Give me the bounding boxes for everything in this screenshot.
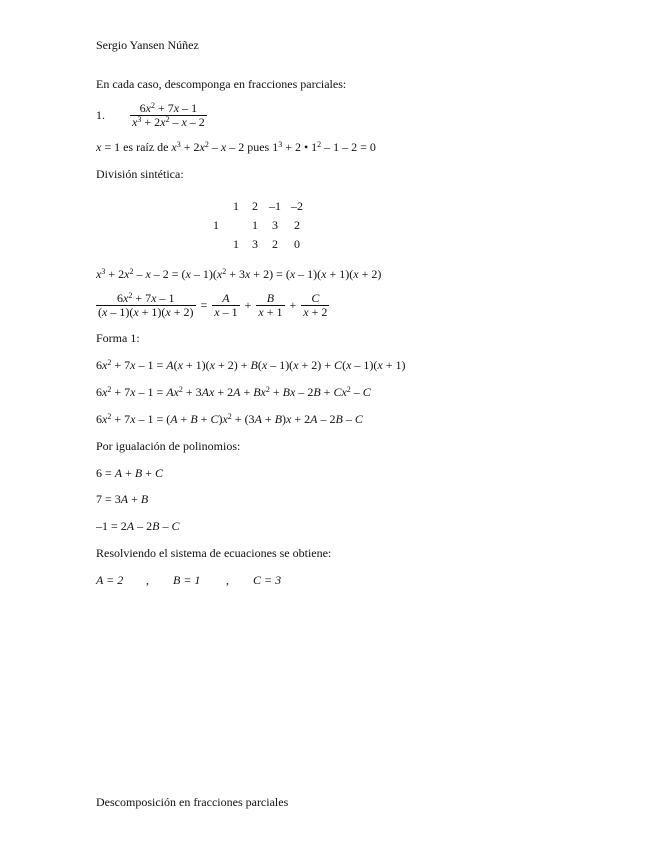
system-equation-2: 7 = 3A + B	[96, 492, 149, 506]
system-equation-3: –1 = 2A – 2B – C	[96, 519, 180, 533]
synthetic-cell: 1	[233, 237, 239, 251]
root-text: es raíz de	[123, 140, 169, 154]
solution-c	[253, 573, 281, 588]
synthetic-cell: 2	[294, 218, 300, 232]
solution-c-text: C = 3	[253, 573, 282, 587]
page-footer: Descomposición en fracciones parciales	[96, 795, 289, 809]
solution-sep-2: ,	[226, 573, 229, 587]
partial-fraction-equation: $\frac{6x^2 + 7x - 1}{(x - 1)(x + 1)(x + 2)}$ = $\frac{A}{x - 1}$ + $\frac{B}{x + 1}$ + $\frac{C}{x + 2}$	[98, 291, 328, 319]
system-equation-1: 6 = A + B + C	[96, 466, 164, 480]
synthetic-cell: 3	[272, 218, 278, 232]
synthetic-cell: 2	[252, 199, 258, 213]
synthetic-label: División sintética:	[96, 167, 184, 181]
synthetic-cell: 1	[233, 199, 239, 213]
solution-b	[173, 573, 200, 588]
synthetic-cell: 0	[294, 237, 300, 251]
synthetic-cell: 3	[252, 237, 258, 251]
synthetic-divisor: 1	[213, 218, 219, 232]
instruction-text: En cada caso, descomponga en fracciones parciales:	[96, 77, 347, 91]
author-name: Sergio Yansen Núñez	[96, 38, 199, 52]
solution-b-text: B = 1	[173, 573, 201, 587]
expanded-equation-1: $6x^2 + 7x - 1 = A(x + 1)(x + 2) + B(x - 1)(x + 2) + C(x - 1)(x + 1)$	[96, 358, 406, 372]
expanded-equation-3: $6x^2 + 7x - 1 = (A + B + C)x^2 + (3A + B)x + 2A - 2B - C$	[96, 412, 363, 426]
root-statement: x = 1 es raíz de $x^3 + 2x^2 - x - 2$ pues $1^3 + 2$ • $1^2 - 1 - 2 = 0$	[96, 140, 376, 154]
resolviendo-label: Resolviendo el sistema de ecuaciones se obtiene:	[96, 546, 332, 560]
factorization-equation: $x^3 + 2x^2 - x - 2 = (x - 1)(x^2 + 3x + 2) = (x - 1)(x + 1)(x + 2)$	[96, 267, 382, 281]
synthetic-cell: 1	[252, 218, 258, 232]
expanded-equation-2: $6x^2 + 7x - 1 = Ax^2 + 3Ax + 2A + Bx^2 + Bx - 2B + Cx^2 - C$	[96, 385, 371, 399]
forma-label: Forma 1:	[96, 331, 140, 345]
solution-sep-1: ,	[146, 573, 149, 587]
synthetic-cell: –1	[269, 199, 281, 213]
item-number: 1.	[96, 108, 105, 122]
synthetic-cell: –2	[291, 199, 303, 213]
solution-a	[96, 573, 123, 588]
root-pues: pues	[247, 140, 270, 154]
solution-a-text: A = 2	[96, 573, 124, 587]
synthetic-cell: 2	[272, 237, 278, 251]
igualacion-label: Por igualación de polinomios:	[96, 439, 241, 453]
main-fraction: $\frac{6x^2 + 7x - 1}{x^3 + 2x^2 - x - 2}$	[132, 101, 205, 129]
